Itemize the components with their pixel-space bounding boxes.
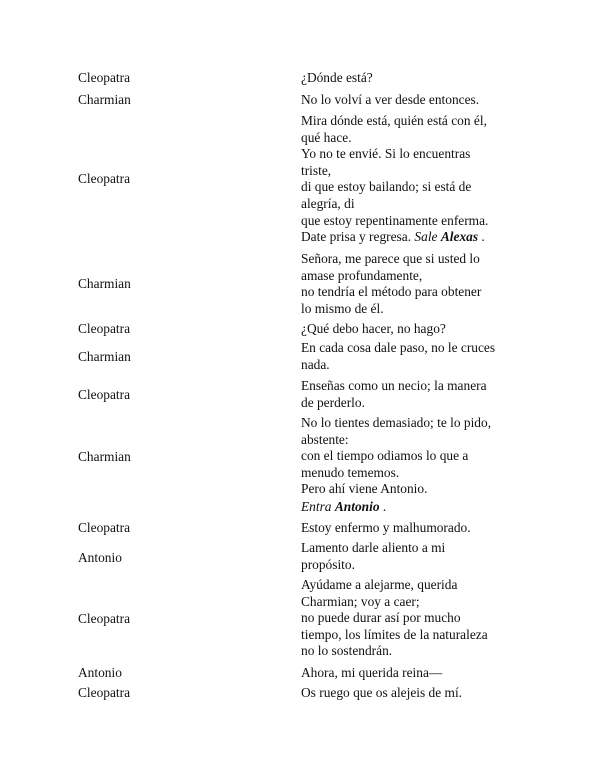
- speaker-name: Charmian: [78, 449, 131, 464]
- speaker-name: Antonio: [78, 665, 122, 680]
- dialogue-line: con el tiempo odiamos lo que a: [301, 448, 469, 464]
- speaker-name: Cleopatra: [78, 611, 131, 626]
- dialogue-line: no lo sostendrán.: [301, 643, 393, 659]
- dialogue-line: No lo volví a ver desde entonces.: [301, 92, 480, 107]
- speaker-name: Charmian: [78, 349, 131, 364]
- dialogue-line: Señora, me parece que si usted lo: [301, 251, 480, 266]
- dialogue-line: alegría, di: [301, 196, 355, 211]
- dialogue-line: No lo tientes demasiado; te lo pido,: [301, 415, 492, 430]
- dialogue-line: Os ruego que os alejeis de mí.: [301, 685, 463, 700]
- dialogue-line: qué hace.: [301, 129, 352, 145]
- speaker-name: Charmian: [78, 92, 131, 107]
- dialogue-line: que estoy repentinamente enferma.: [301, 212, 489, 228]
- dialogue-line: Enseñas como un necio; la manera: [301, 378, 487, 393]
- speaker-name: Cleopatra: [78, 685, 131, 700]
- dialogue-line: no tendría el método para obtener: [301, 284, 482, 300]
- speaker-name: Cleopatra: [78, 321, 131, 336]
- dialogue-line: di que estoy bailando; si está de: [301, 179, 472, 195]
- dialogue-text: Date prisa y regresa.: [301, 229, 412, 245]
- dialogue-line: Yo no te envié. Si lo encuentras: [301, 146, 471, 162]
- stage-direction: [301, 499, 386, 516]
- dialogue-line: abstente:: [301, 431, 349, 447]
- dialogue-line: tiempo, los límites de la naturaleza: [301, 626, 488, 642]
- dialogue-line: amase profundamente,: [301, 267, 423, 283]
- dialogue-line: Ahora, mi querida reina—: [301, 665, 443, 680]
- stage-direction-name: Antonio: [334, 499, 380, 514]
- dialogue-line: ¿Dónde está?: [301, 70, 373, 85]
- stage-direction-end: .: [382, 499, 387, 514]
- dialogue-line: propósito.: [301, 556, 355, 572]
- dialogue-line: menudo tememos.: [301, 464, 400, 480]
- dialogue-line: Lamento darle aliento a mi: [301, 540, 446, 555]
- dialogue-line: nada.: [301, 356, 330, 372]
- dialogue-line: de perderlo.: [301, 394, 365, 410]
- stage-direction-verb: Entra: [301, 499, 332, 514]
- dialogue-line: [301, 229, 485, 246]
- stage-direction-end: .: [481, 229, 485, 245]
- dialogue-line: Charmian; voy a caer;: [301, 593, 420, 609]
- dialogue-line: ¿Qué debo hacer, no hago?: [301, 321, 446, 336]
- stage-direction-verb: Sale: [414, 229, 438, 245]
- speaker-name: Cleopatra: [78, 520, 131, 535]
- dialogue-line: Estoy enfermo y malhumorado.: [301, 520, 471, 535]
- dialogue-line: no puede durar así por mucho: [301, 610, 461, 626]
- speaker-name: Antonio: [78, 550, 122, 565]
- speaker-name: Cleopatra: [78, 171, 131, 186]
- dialogue-line: Mira dónde está, quién está con él,: [301, 113, 487, 128]
- dialogue-line: triste,: [301, 162, 332, 178]
- dialogue-line: Pero ahí viene Antonio.: [301, 481, 428, 497]
- speaker-name: Cleopatra: [78, 387, 131, 402]
- speaker-name: Charmian: [78, 276, 131, 291]
- dialogue-line: En cada cosa dale paso, no le cruces: [301, 340, 496, 355]
- stage-direction-name: Alexas: [440, 229, 479, 245]
- dialogue-line: lo mismo de él.: [301, 300, 384, 316]
- speaker-name: Cleopatra: [78, 70, 131, 85]
- dialogue-line: Ayúdame a alejarme, querida: [301, 577, 458, 592]
